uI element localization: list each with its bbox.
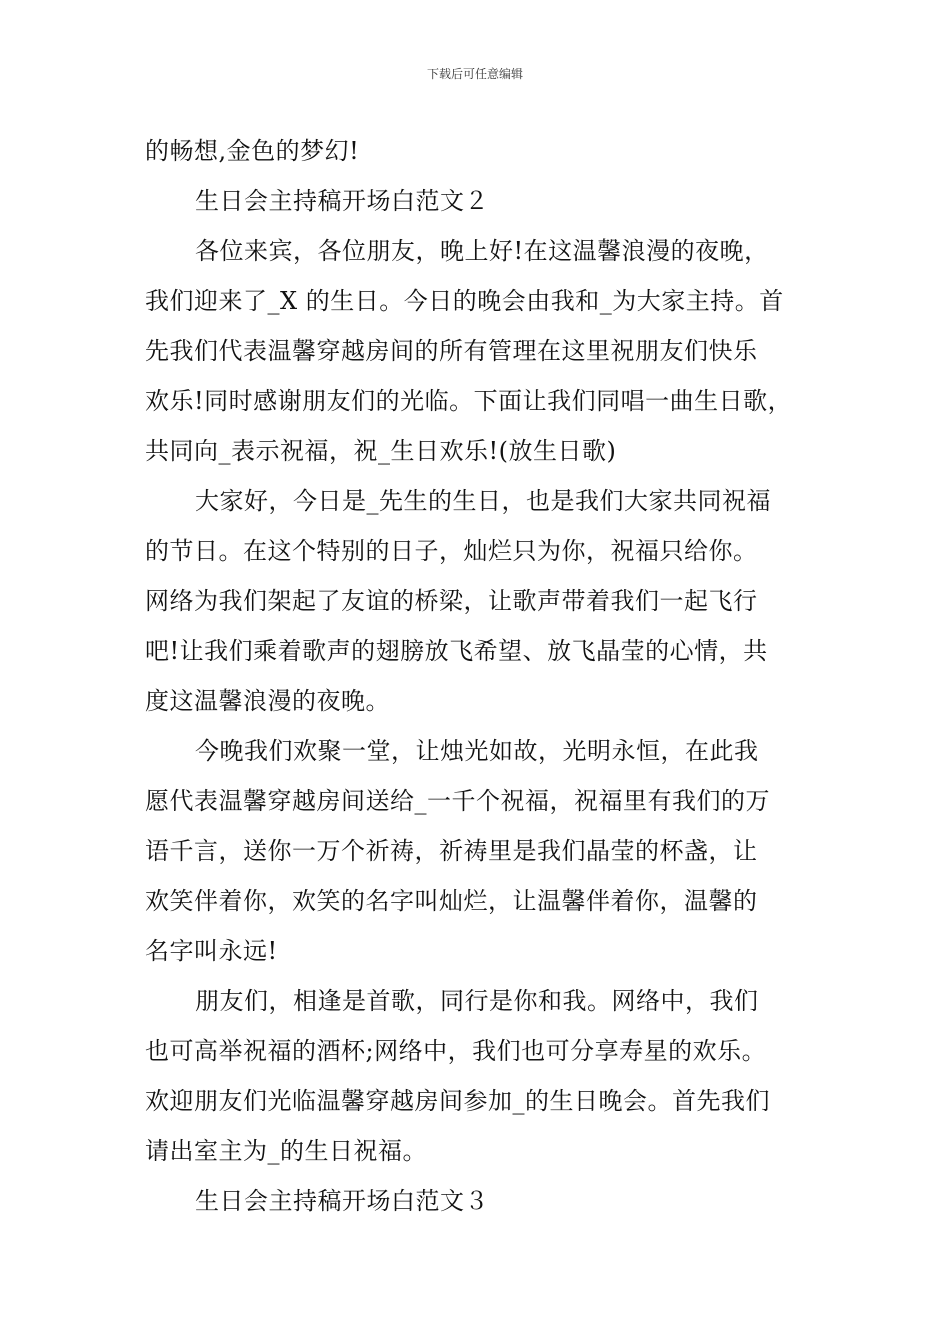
text-line: 我们迎来了_X 的生日。今日的晚会由我和_为大家主持。首 — [145, 287, 784, 315]
text-line: 欢迎朋友们光临温馨穿越房间参加_的生日晚会。首先我们 — [145, 1087, 770, 1115]
section-heading: 生日会主持稿开场白范文３ — [195, 1187, 489, 1215]
text-line: 请出室主为_的生日祝福。 — [145, 1137, 427, 1165]
text-line: 的畅想,金色的梦幻! — [145, 137, 360, 165]
text-line: 今晚我们欢聚一堂，让烛光如故，光明永恒，在此我 — [195, 737, 759, 765]
text-line: 共同向_表示祝福，祝_生日欢乐!(放生日歌) — [145, 437, 617, 465]
text-line: 也可高举祝福的酒杯;网络中，我们也可分享寿星的欢乐。 — [145, 1037, 767, 1065]
page-header: 下载后可任意编辑 — [426, 67, 523, 81]
text-line: 先我们代表温馨穿越房间的所有管理在这里祝朋友们快乐 — [145, 337, 758, 365]
text-line: 吧!让我们乘着歌声的翅膀放飞希望、放飞晶莹的心情，共 — [145, 637, 768, 665]
text-line: 欢乐!同时感谢朋友们的光临。下面让我们同唱一曲生日歌， — [145, 387, 793, 415]
text-line: 朋友们，相逢是首歌，同行是你和我。网络中，我们 — [195, 987, 759, 1015]
text-line: 各位来宾，各位朋友，晚上好!在这温馨浪漫的夜晚， — [195, 237, 769, 265]
text-line: 大家好，今日是_先生的生日，也是我们大家共同祝福 — [195, 487, 771, 515]
section-heading: 生日会主持稿开场白范文２ — [195, 187, 489, 215]
text-line: 度这温馨浪漫的夜晚。 — [145, 687, 390, 715]
text-line: 的节日。在这个特别的日子，灿烂只为你，祝福只给你。 — [145, 537, 758, 565]
text-line: 名字叫永远! — [145, 937, 278, 965]
text-line: 欢笑伴着你，欢笑的名字叫灿烂，让温馨伴着你，温馨的 — [145, 887, 758, 915]
text-line: 愿代表温馨穿越房间送给_一千个祝福，祝福里有我们的万 — [145, 787, 770, 815]
text-line: 语千言，送你一万个祈祷，祈祷里是我们晶莹的杯盏，让 — [145, 837, 758, 865]
document-body — [145, 126, 825, 1226]
text-line: 网络为我们架起了友谊的桥梁，让歌声带着我们一起飞行 — [145, 587, 758, 615]
